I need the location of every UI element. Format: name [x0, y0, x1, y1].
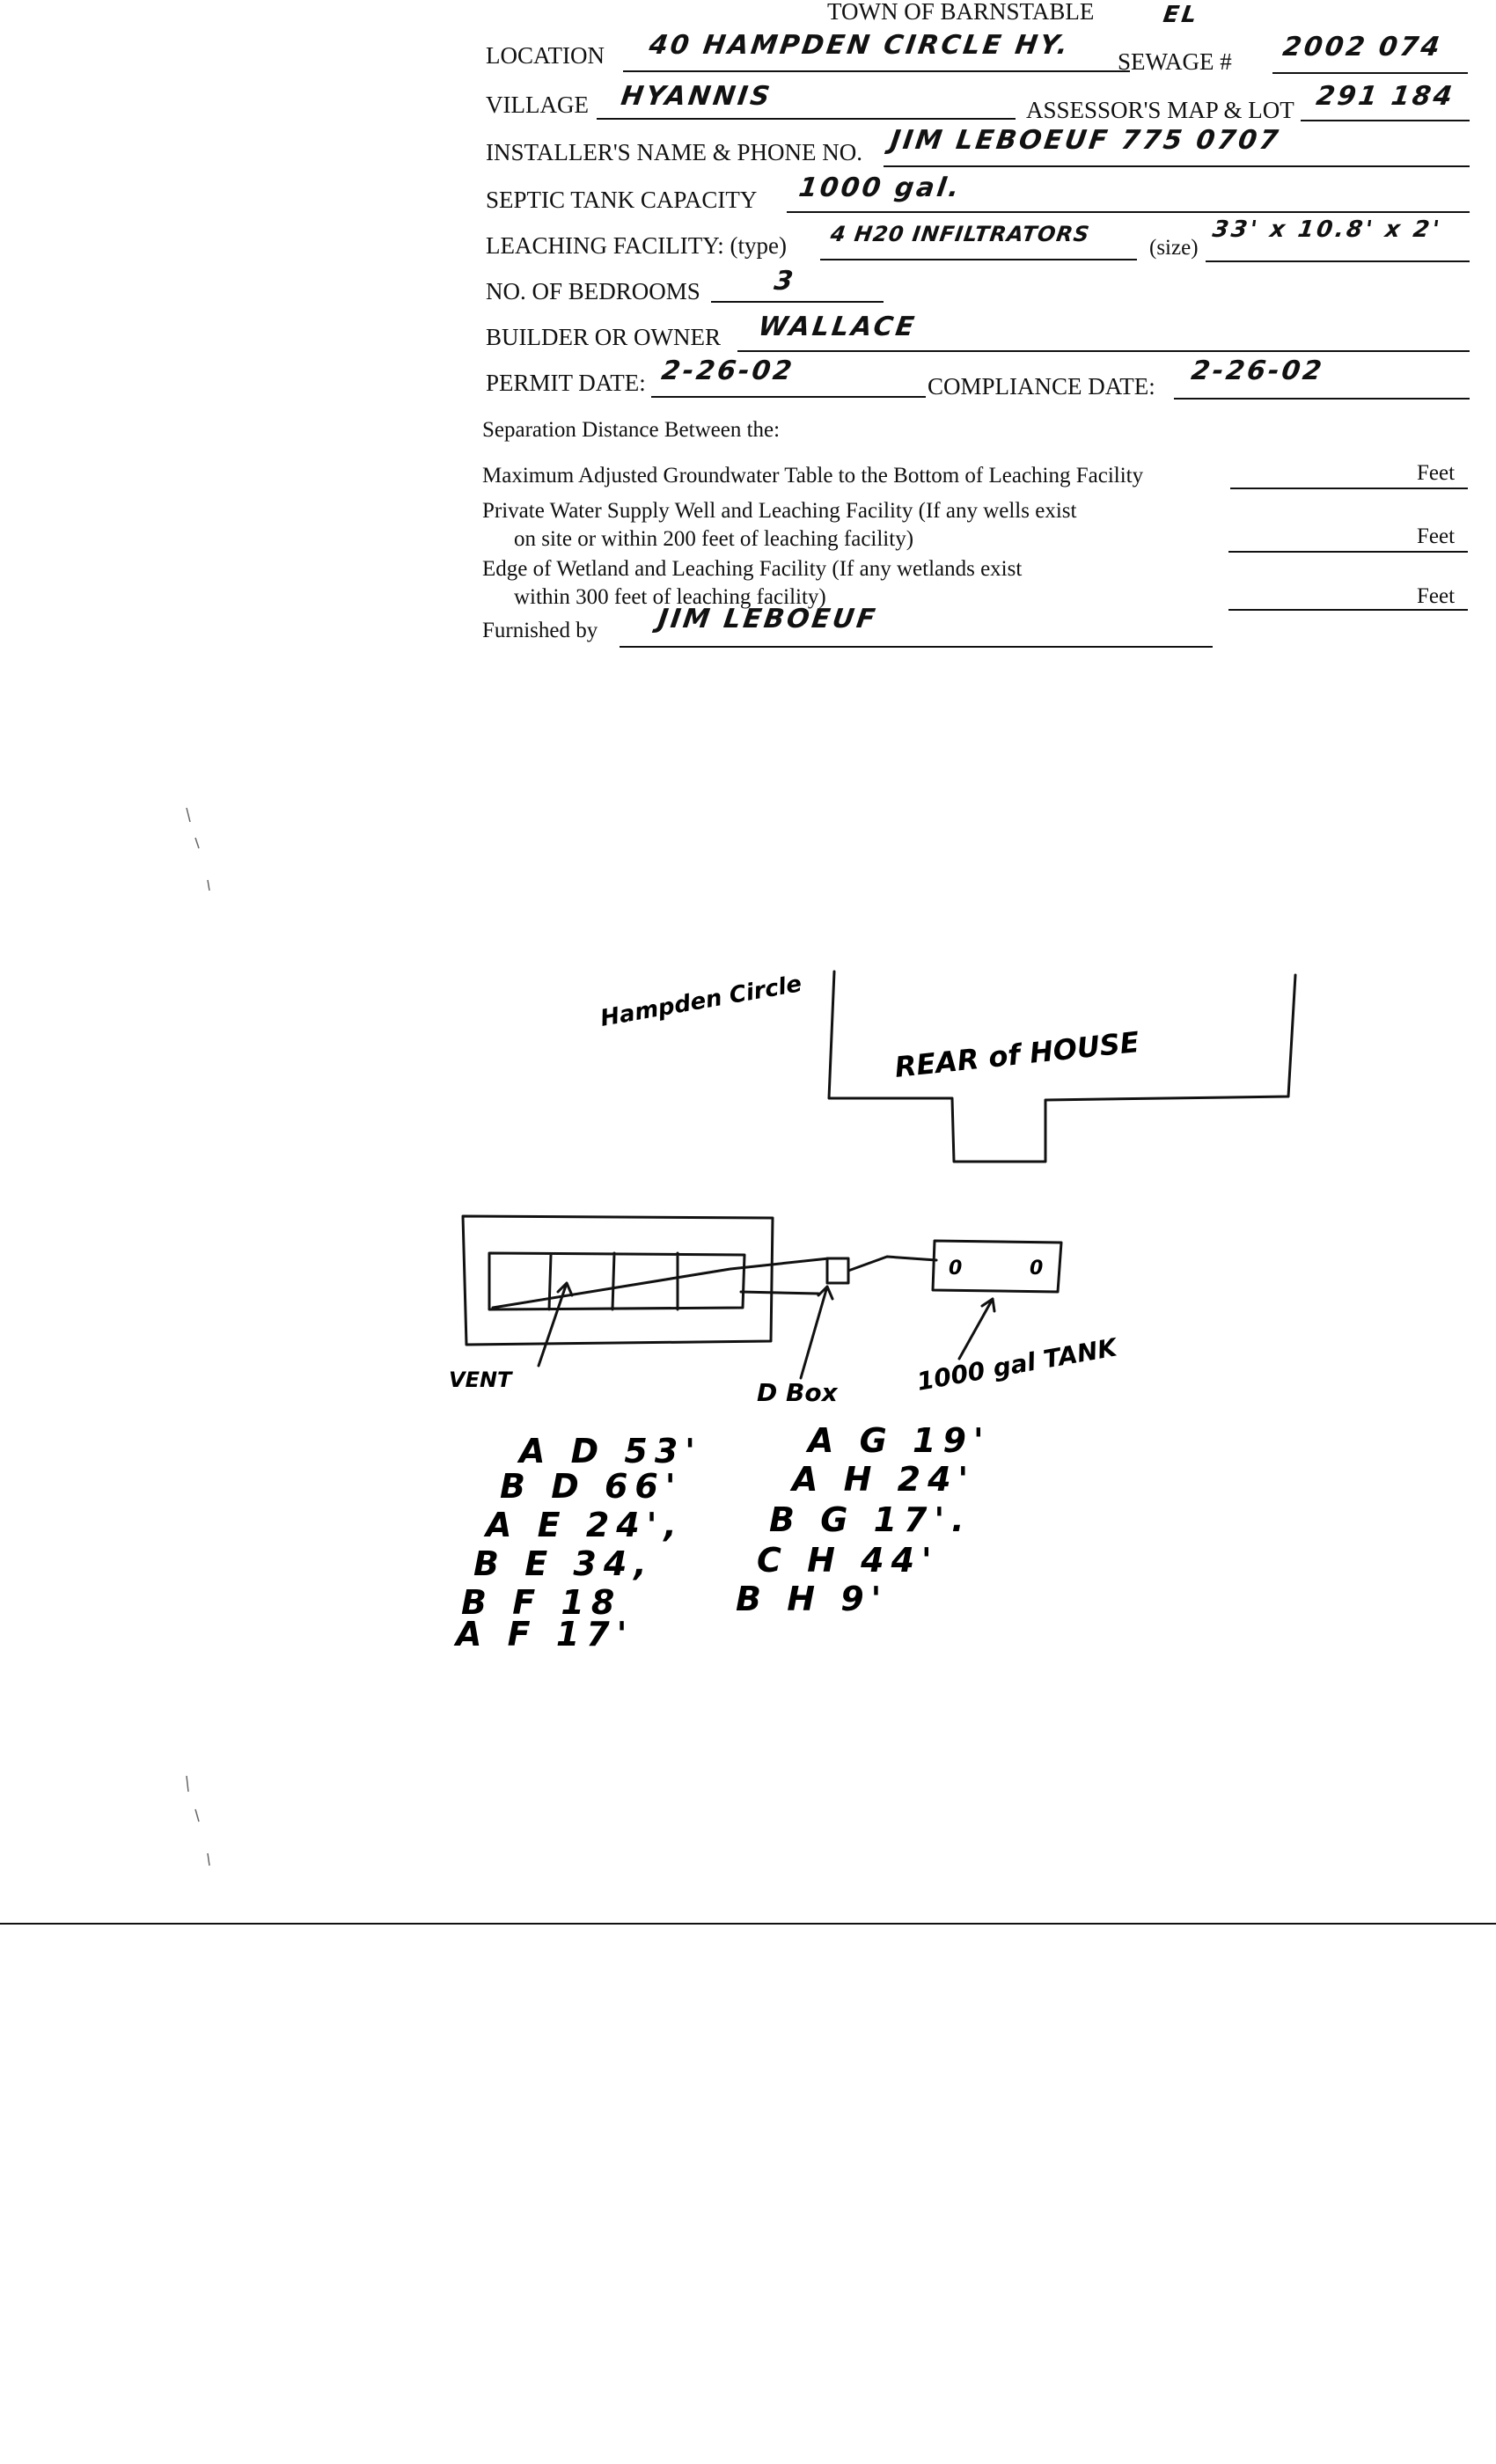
- assessor-value: 291 184: [1314, 81, 1457, 112]
- assessor-label: ASSESSOR'S MAP & LOT: [1026, 97, 1294, 123]
- leaching-type-value: 4 H20 INFILTRATORS: [829, 222, 1092, 246]
- house-label: REAR of HOUSE: [892, 1025, 1141, 1084]
- well-line-2: on site or within 200 feet of leaching facility): [514, 527, 914, 551]
- groundwater-feet: Feet: [1417, 461, 1456, 485]
- street-label: Hampden Circle: [598, 971, 804, 1032]
- builder-value: WALLACE: [756, 312, 919, 342]
- measurements-right-column: [736, 1421, 991, 1618]
- dbox-arrow: [801, 1287, 832, 1378]
- permit-value: 2-26-02: [659, 356, 796, 386]
- measurements-left-column: [453, 1432, 702, 1654]
- d-box: [827, 1258, 848, 1283]
- leaching-label: LEACHING FACILITY: (type): [486, 232, 787, 259]
- well-feet: Feet: [1417, 524, 1456, 548]
- measurement-right-2: A H 24': [792, 1460, 976, 1499]
- measurement-left-5: B F 18: [461, 1583, 622, 1622]
- tank-mark-right: 0: [1030, 1258, 1044, 1280]
- measurement-right-4: C H 44': [757, 1541, 939, 1580]
- bedrooms-value: 3: [772, 266, 798, 297]
- compliance-value: 2-26-02: [1189, 356, 1326, 386]
- measurement-left-4: B E 34,: [473, 1544, 654, 1583]
- compliance-underline: [1174, 398, 1470, 400]
- septic-underline: [787, 211, 1470, 213]
- tank-arrow: [959, 1299, 994, 1359]
- septic-label: SEPTIC TANK CAPACITY: [486, 187, 758, 213]
- scan-mark: [187, 808, 209, 1866]
- installer-label: INSTALLER'S NAME & PHONE NO.: [486, 139, 862, 165]
- vent-label: VENT: [449, 1368, 512, 1392]
- well-line-1: Private Water Supply Well and Leaching Facility (If any wells exist: [482, 499, 1077, 523]
- wetland-feet: Feet: [1417, 584, 1456, 608]
- measurement-left-3: A E 24',: [486, 1506, 684, 1544]
- furnished-underline: [620, 646, 1213, 648]
- measurement-right-5: B H 9': [736, 1580, 889, 1618]
- location-label: LOCATION: [486, 42, 605, 69]
- tank-label: 1000 gal TANK: [914, 1332, 1119, 1397]
- furnished-value: JIM LEBOEUF: [656, 604, 880, 634]
- bedrooms-label: NO. OF BEDROOMS: [486, 278, 700, 304]
- assessor-underline: [1301, 120, 1470, 121]
- connecting-pipe: [493, 1258, 829, 1308]
- size-underline: [1206, 260, 1470, 262]
- builder-underline: [737, 350, 1470, 352]
- location-value: 40 HAMPDEN CIRCLE HY.: [647, 30, 1073, 61]
- installer-underline: [884, 165, 1470, 167]
- measurement-left-2: B D 66': [500, 1467, 683, 1506]
- well-underline: [1228, 551, 1468, 553]
- village-label: VILLAGE: [486, 92, 589, 118]
- permit-label: PERMIT DATE:: [486, 370, 646, 396]
- tank-mark-left: 0: [949, 1258, 963, 1280]
- groundwater-line: Maximum Adjusted Groundwater Table to the Bottom of Leaching Facility: [482, 464, 1144, 488]
- leaching-field-outline: [463, 1216, 773, 1345]
- dbox-label: D Box: [757, 1378, 838, 1407]
- wetland-underline: [1228, 609, 1468, 611]
- village-underline: [597, 118, 1016, 120]
- sewage-value: 2002 074: [1280, 32, 1445, 62]
- septic-value: 1000 gal.: [796, 172, 964, 203]
- measurement-left-1: A D 53': [519, 1432, 702, 1470]
- furnished-label: Furnished by: [482, 619, 598, 642]
- bedrooms-underline: [711, 301, 884, 303]
- installer-value: JIM LEBOEUF 775 0707: [888, 125, 1283, 156]
- measurement-left-6: A F 17': [456, 1615, 634, 1654]
- leaching-type-underline: [820, 259, 1137, 260]
- measurement-right-1: A G 19': [808, 1421, 991, 1460]
- wetland-line-2: within 300 feet of leaching facility): [514, 585, 826, 609]
- compliance-label: COMPLIANCE DATE:: [928, 373, 1155, 400]
- title-note: EL: [1161, 2, 1201, 28]
- vent-arrow: [539, 1283, 572, 1366]
- separation-heading: Separation Distance Between the:: [482, 418, 781, 442]
- sewage-underline: [1272, 72, 1468, 74]
- house-outline: [829, 972, 1295, 1162]
- measurement-right-3: B G 17'.: [769, 1500, 972, 1539]
- size-label: (size): [1149, 236, 1199, 260]
- village-value: HYANNIS: [619, 81, 774, 112]
- leaching-chambers: [489, 1253, 744, 1309]
- size-value: 33' x 10.8' x 2': [1210, 216, 1444, 243]
- form-title: TOWN OF BARNSTABLE: [827, 0, 1095, 25]
- sewage-label: SEWAGE #: [1118, 48, 1232, 75]
- wetland-line-1: Edge of Wetland and Leaching Facility (If any wetlands exist: [482, 557, 1023, 581]
- builder-label: BUILDER OR OWNER: [486, 324, 721, 350]
- septic-tank: [933, 1241, 1061, 1292]
- permit-underline: [651, 396, 926, 398]
- tank-pipe: [848, 1257, 936, 1271]
- groundwater-underline: [1230, 488, 1468, 489]
- location-underline: [623, 70, 1130, 72]
